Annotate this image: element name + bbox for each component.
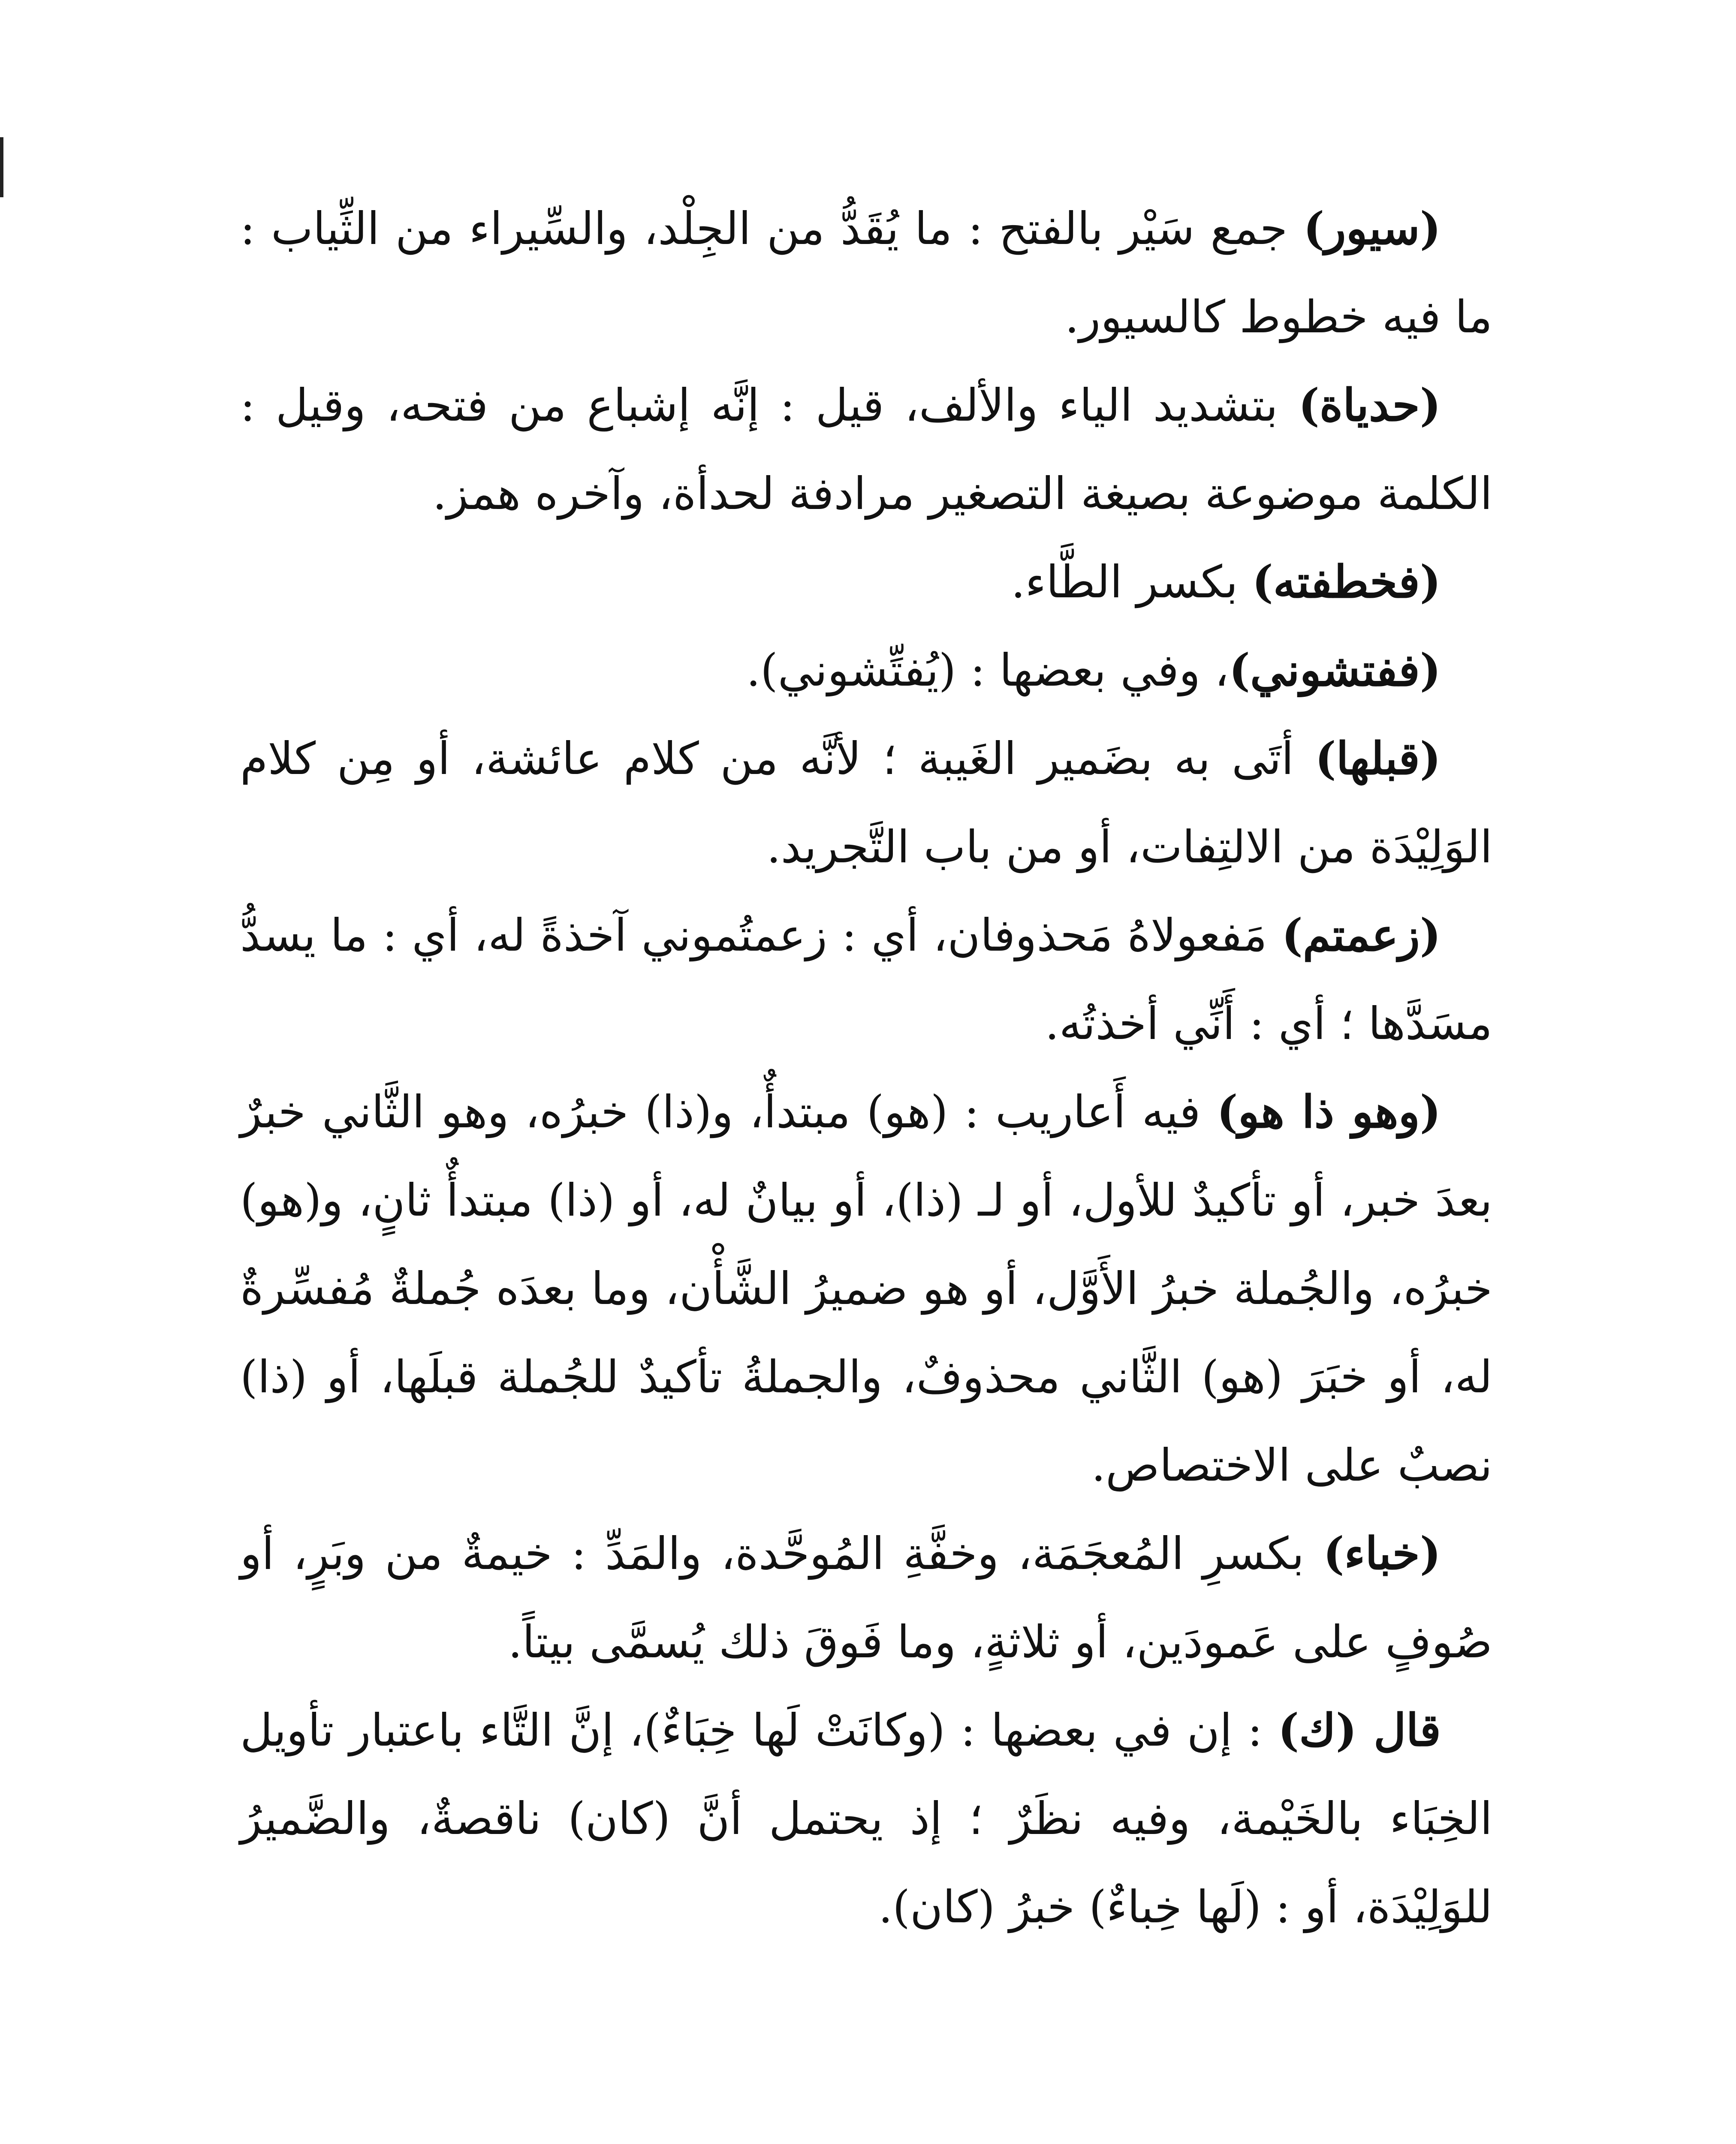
entry-lemma: (وهو ذا هو) (1217, 1085, 1441, 1138)
entry-lemma: (سيور) (1303, 202, 1441, 255)
entry-lemma: (ففتشوني) (1229, 644, 1441, 696)
entry-text: جمع سَيْر بالفتح : ما يُقَدُّ من الجِلْد، والسِّيراء من الثِّياب : ما فيه خطوط كالسيور. (240, 202, 1492, 343)
entry-lemma: (زعمتم) (1281, 909, 1441, 961)
entry-lemma: (فخطفته) (1252, 555, 1441, 608)
entry-text: : إن في بعضها : (وكانَتْ لَها خِبَاءٌ)، إنَّ التَّاء باعتبار تأويل الخِبَاء بالخَيْمة، وفيه نظَرٌ ؛ إذ يحتمل أنَّ (كان) ناقصةٌ، والضَّميرُ للوَلِيْدَة، أو : (لَها خِباءٌ) خبرُ (كان). (240, 1704, 1493, 1933)
binding-edge-mark (0, 137, 3, 197)
entry-lemma: (قبلها) (1315, 732, 1441, 785)
entry-lemma: (حدياة) (1298, 379, 1441, 431)
entry-zaamtum (240, 891, 1492, 1068)
entry-siyur (240, 184, 1492, 361)
entry-text: بكسرِ المُعجَمَة، وخفَّةِ المُوحَّدة، والمَدِّ : خيمةٌ من وبَرٍ، أو صُوفٍ على عَمودَين، أو ثلاثةٍ، وما فَوقَ ذلك يُسمَّى بيتاً. (240, 1527, 1492, 1668)
entry-text: بكسر الطَّاء. (1011, 556, 1252, 608)
entry-text: مَفعولاهُ مَحذوفان، أي : زعمتُموني آخذةً له، أي : ما يسدُّ مسَدَّها ؛ أي : أَنِّي أخذتُه. (240, 909, 1492, 1050)
entry-lemma: قال (ك) (1278, 1704, 1441, 1756)
entry-fakhatifathu (240, 538, 1492, 626)
entry-qablaha (240, 714, 1492, 891)
entry-text: أتَى به بضَمير الغَيبة ؛ لأنَّه من كلام عائشة، أو مِن كلام الوَلِيْدَة من الالتِفات، أو من باب التَّجريد. (240, 732, 1492, 873)
entry-qala-kaf (240, 1686, 1492, 1951)
commentary-text (240, 184, 1492, 1951)
entry-lemma: (خباء) (1323, 1527, 1441, 1580)
entry-wahuwa-dha-huwa (240, 1068, 1492, 1509)
entry-khiba (240, 1509, 1492, 1686)
entry-hudayyah (240, 361, 1492, 538)
entry-text: فيه أَعاريب : (هو) مبتدأٌ، و(ذا) خبرُه، وهو الثَّاني خبرٌ بعدَ خبر، أو تأكيدٌ للأول، أو لـ (ذا)، أو بيانٌ له، أو (ذا) مبتدأٌ ثانٍ، و(هو) خبرُه، والجُملة خبرُ الأَوَّل، أو هو ضميرُ الشَّأْن، وما بعدَه جُملةٌ مُفسِّرةٌ له، أو خبَرَ (هو) الثَّاني محذوفٌ، والجملةُ تأكيدٌ للجُملة قبلَها، أو (ذا) نصبٌ على الاختصاص. (240, 1086, 1492, 1491)
entry-text: بتشديد الياء والألف، قيل : إنَّه إشباع من فتحه، وقيل : الكلمة موضوعة بصيغة التصغير مرادفة لحدأة، وآخره همز. (240, 379, 1492, 520)
entry-fafattashuni (240, 626, 1492, 714)
entry-text: ، وفي بعضها : (يُفتِّشوني). (746, 644, 1229, 696)
